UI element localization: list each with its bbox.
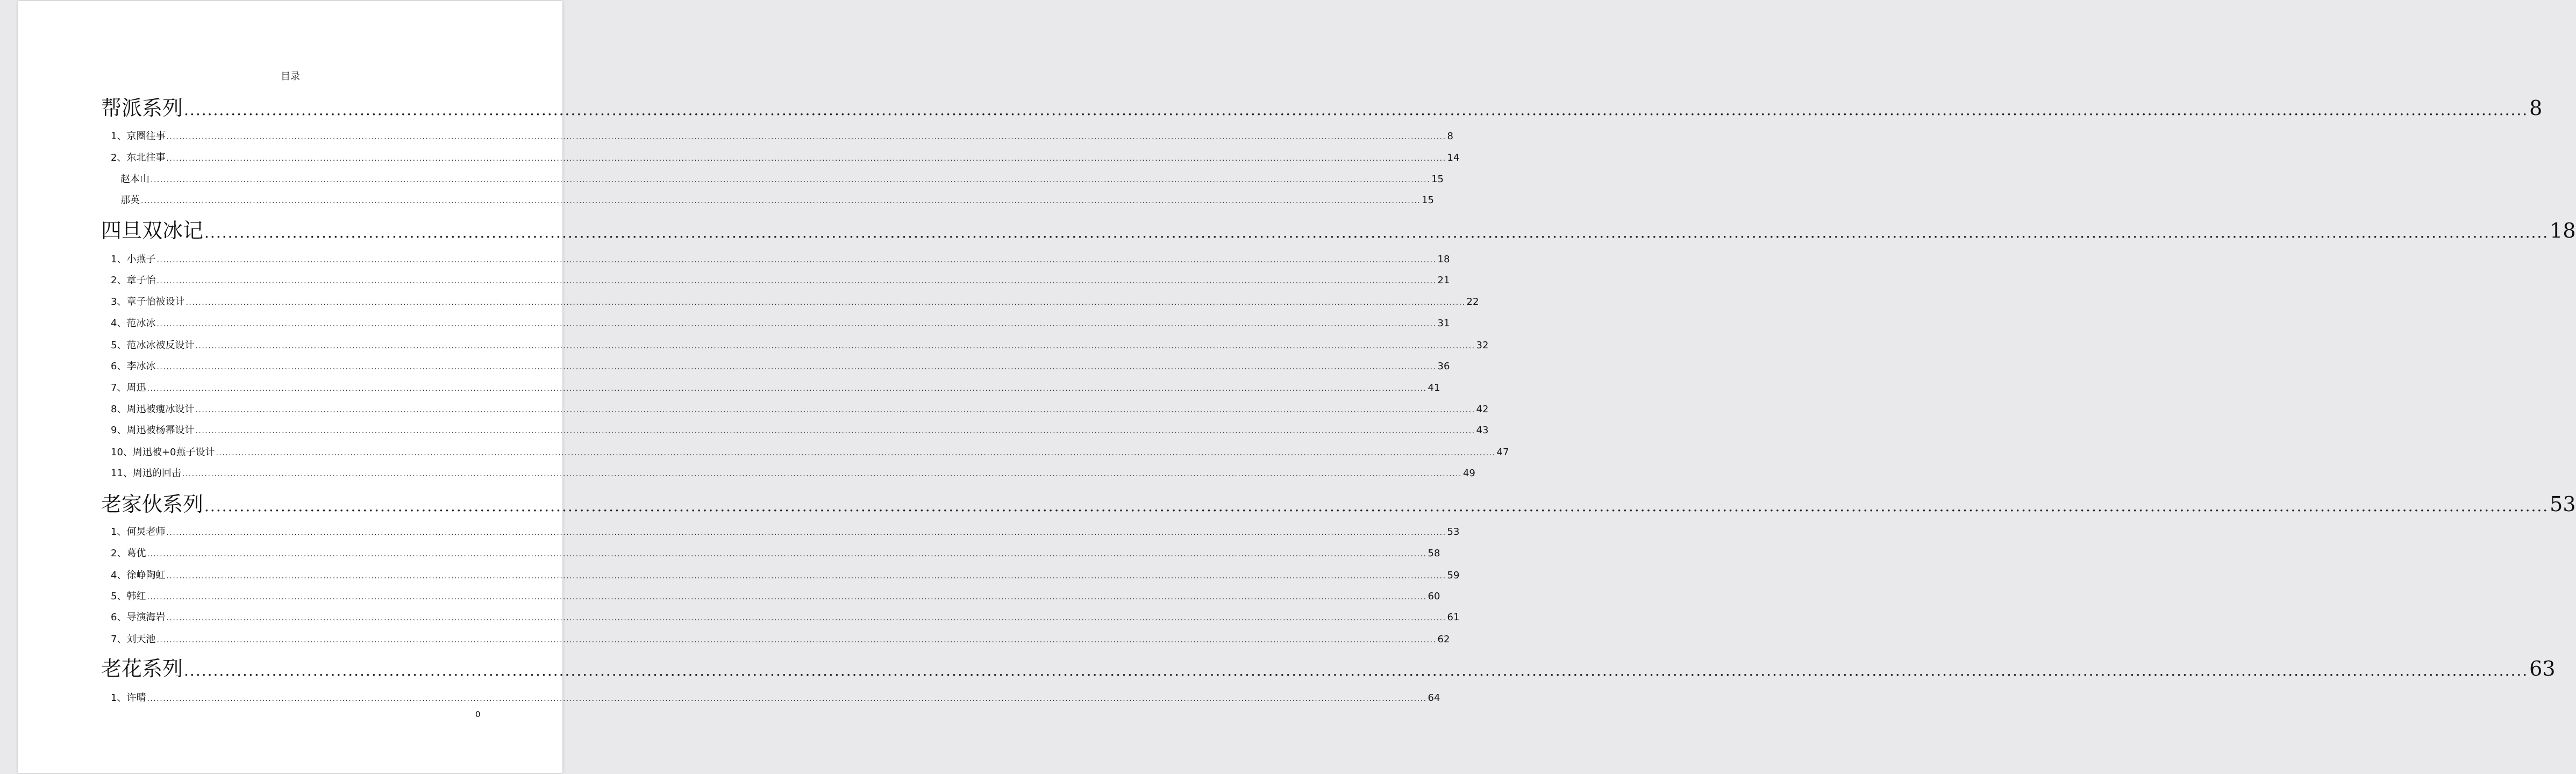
toc-entry-label: 9、周迅被杨幂设计 — [111, 425, 195, 436]
dot-leader: ................................................................................................................................................................................................................................................................................................................................................................................................................ — [195, 342, 1475, 350]
toc-entry[interactable] — [111, 632, 1450, 646]
toc-entry-label: 5、韩红 — [111, 591, 146, 602]
toc-page-number: 58 — [1428, 548, 1440, 559]
toc-page-number: 64 — [1428, 692, 1440, 704]
toc-entry[interactable] — [120, 192, 1434, 206]
toc-page-number: 49 — [1462, 468, 1475, 479]
toc-entry[interactable] — [111, 380, 1440, 394]
toc-page-number: 63 — [2529, 657, 2556, 680]
toc-page-number: 15 — [1422, 195, 1434, 206]
dot-leader: ................................................................................................................................................................................................................................................................................................................................................................................................................ — [166, 528, 1446, 537]
dot-leader: ................................................................................................................................................................................................................................................................................................................................................................................................................ — [166, 133, 1446, 141]
toc-page-number: 8 — [1447, 131, 1453, 142]
toc-entry-label: 2、东北往事 — [111, 152, 166, 163]
toc-entry-label: 6、导演海岩 — [111, 612, 166, 623]
toc-entry[interactable] — [111, 589, 1440, 603]
toc-page-number: 60 — [1428, 591, 1440, 602]
toc-entry[interactable] — [111, 568, 1460, 582]
toc-page-number: 8 — [2529, 96, 2543, 120]
toc-entry-label: 1、小燕子 — [111, 254, 156, 265]
toc-page-number: 36 — [1437, 361, 1450, 372]
toc-section-heading[interactable] — [101, 91, 2543, 121]
toc-page-number: 42 — [1476, 404, 1489, 415]
toc-entry-label: 3、章子怡被设计 — [111, 296, 185, 307]
table-of-contents — [18, 1, 2576, 773]
toc-title: 目录 — [281, 71, 300, 82]
toc-entry[interactable] — [111, 294, 1479, 308]
dot-leader: ................................................................................................................................................................................................................................................................................................................................................................................................................ — [195, 427, 1475, 435]
toc-entry[interactable] — [111, 524, 1460, 538]
toc-entry[interactable] — [111, 359, 1450, 372]
toc-entry-label: 11、周迅的回击 — [111, 468, 181, 479]
toc-page-number: 43 — [1476, 425, 1489, 436]
toc-page-number: 59 — [1447, 570, 1460, 581]
toc-page-number: 53 — [1447, 526, 1460, 538]
toc-entry-label: 老花系列 — [101, 657, 183, 680]
toc-entry[interactable] — [111, 610, 1460, 624]
dot-leader: ................................................................................................................................................................................................................................................................................................................................................................................................................ — [147, 694, 1427, 703]
toc-page-number: 31 — [1437, 318, 1450, 329]
toc-section-heading[interactable] — [101, 214, 2576, 243]
toc-entry[interactable] — [111, 273, 1450, 286]
toc-entry[interactable] — [111, 546, 1440, 560]
toc-entry-label: 2、章子怡 — [111, 275, 156, 286]
toc-entry-label: 1、京圈往事 — [111, 131, 166, 142]
toc-section-heading[interactable] — [101, 652, 2556, 682]
dot-leader: ................................................................................................................................................................................................................................................................................................................................................................................................................ — [166, 154, 1446, 163]
toc-entry-label: 8、周迅被瘦冰设计 — [111, 404, 195, 415]
toc-entry-label: 1、何炅老师 — [111, 526, 166, 538]
dot-leader: ................................................................................................................................................................................................................................................................................................................................................................................................................ — [156, 636, 1437, 644]
toc-entry-label: 老家伙系列 — [101, 492, 204, 516]
toc-entry-label: 1、许晴 — [111, 692, 146, 704]
dot-leader: ................................................................................................................................................................................................................................................................................................................................................................................................................ — [216, 449, 1496, 457]
dot-leader: ................................................................................................................................................................................................................................................................................................................................................................................................................ — [156, 320, 1437, 328]
toc-entry-label: 赵本山 — [120, 174, 149, 185]
toc-page-number: 62 — [1437, 634, 1450, 645]
toc-entry[interactable] — [120, 171, 1444, 185]
toc-page-number: 53 — [2550, 492, 2576, 516]
toc-page-number: 21 — [1437, 275, 1450, 286]
dot-leader: ................................................................................................................................................................................................................................................................................................................................................................................................................ — [156, 256, 1437, 264]
dot-leader: ................................................................................................................................................................................................................................................................................................................................................................................................................ — [204, 224, 2549, 241]
toc-entry[interactable] — [111, 338, 1489, 352]
toc-entry[interactable] — [111, 465, 1475, 479]
toc-page-number: 61 — [1447, 612, 1460, 623]
dot-leader: ................................................................................................................................................................................................................................................................................................................................................................................................................ — [195, 406, 1475, 414]
toc-entry[interactable] — [111, 128, 1453, 142]
toc-entry-label: 4、范冰冰 — [111, 318, 156, 329]
toc-entry-label: 6、李冰冰 — [111, 361, 156, 372]
toc-entry-label: 10、周迅被+0燕子设计 — [111, 447, 215, 458]
dot-leader: ................................................................................................................................................................................................................................................................................................................................................................................................................ — [204, 497, 2549, 515]
toc-page-number: 15 — [1431, 174, 1444, 185]
toc-page-number: 47 — [1496, 447, 1509, 458]
toc-section-heading[interactable] — [101, 488, 2576, 517]
toc-entry[interactable] — [111, 422, 1489, 436]
toc-entry[interactable] — [111, 690, 1440, 704]
toc-page-number: 22 — [1466, 296, 1479, 307]
toc-page-number: 14 — [1447, 152, 1460, 163]
dot-leader: ................................................................................................................................................................................................................................................................................................................................................................................................................ — [184, 662, 2529, 679]
toc-entry-label: 帮派系列 — [101, 96, 183, 120]
toc-entry[interactable] — [111, 316, 1450, 329]
toc-entry-label: 7、周迅 — [111, 382, 146, 393]
dot-leader: ................................................................................................................................................................................................................................................................................................................................................................................................................ — [166, 572, 1446, 580]
toc-entry-label: 7、刘天池 — [111, 634, 156, 645]
toc-entry-label: 4、徐峥陶虹 — [111, 570, 166, 581]
toc-entry-label: 那英 — [120, 195, 140, 206]
dot-leader: ................................................................................................................................................................................................................................................................................................................................................................................................................ — [147, 384, 1427, 393]
toc-entry[interactable] — [111, 445, 1509, 458]
toc-page-number: 18 — [2550, 219, 2576, 242]
toc-entry-label: 四旦双冰记 — [101, 219, 204, 242]
toc-entry[interactable] — [111, 402, 1489, 415]
dot-leader: ................................................................................................................................................................................................................................................................................................................................................................................................................ — [151, 176, 1431, 184]
dot-leader: ................................................................................................................................................................................................................................................................................................................................................................................................................ — [166, 614, 1446, 622]
dot-leader: ................................................................................................................................................................................................................................................................................................................................................................................................................ — [185, 298, 1466, 307]
dot-leader: ................................................................................................................................................................................................................................................................................................................................................................................................................ — [184, 101, 2529, 119]
dot-leader: ................................................................................................................................................................................................................................................................................................................................................................................................................ — [141, 197, 1421, 205]
toc-entry[interactable] — [111, 150, 1460, 164]
dot-leader: ................................................................................................................................................................................................................................................................................................................................................................................................................ — [182, 470, 1462, 478]
toc-entry-label: 5、范冰冰被反设计 — [111, 340, 195, 351]
dot-leader: ................................................................................................................................................................................................................................................................................................................................................................................................................ — [156, 277, 1437, 285]
dot-leader: ................................................................................................................................................................................................................................................................................................................................................................................................................ — [156, 363, 1437, 371]
toc-page-number: 32 — [1476, 340, 1489, 351]
toc-entry[interactable] — [111, 252, 1450, 266]
dot-leader: ................................................................................................................................................................................................................................................................................................................................................................................................................ — [147, 593, 1427, 601]
document-page — [18, 1, 2576, 773]
dot-leader: ................................................................................................................................................................................................................................................................................................................................................................................................................ — [147, 550, 1427, 558]
toc-page-number: 18 — [1437, 254, 1450, 265]
toc-entry-label: 2、葛优 — [111, 548, 146, 559]
page-number-footer: 0 — [475, 710, 481, 719]
toc-page-number: 41 — [1428, 382, 1440, 393]
